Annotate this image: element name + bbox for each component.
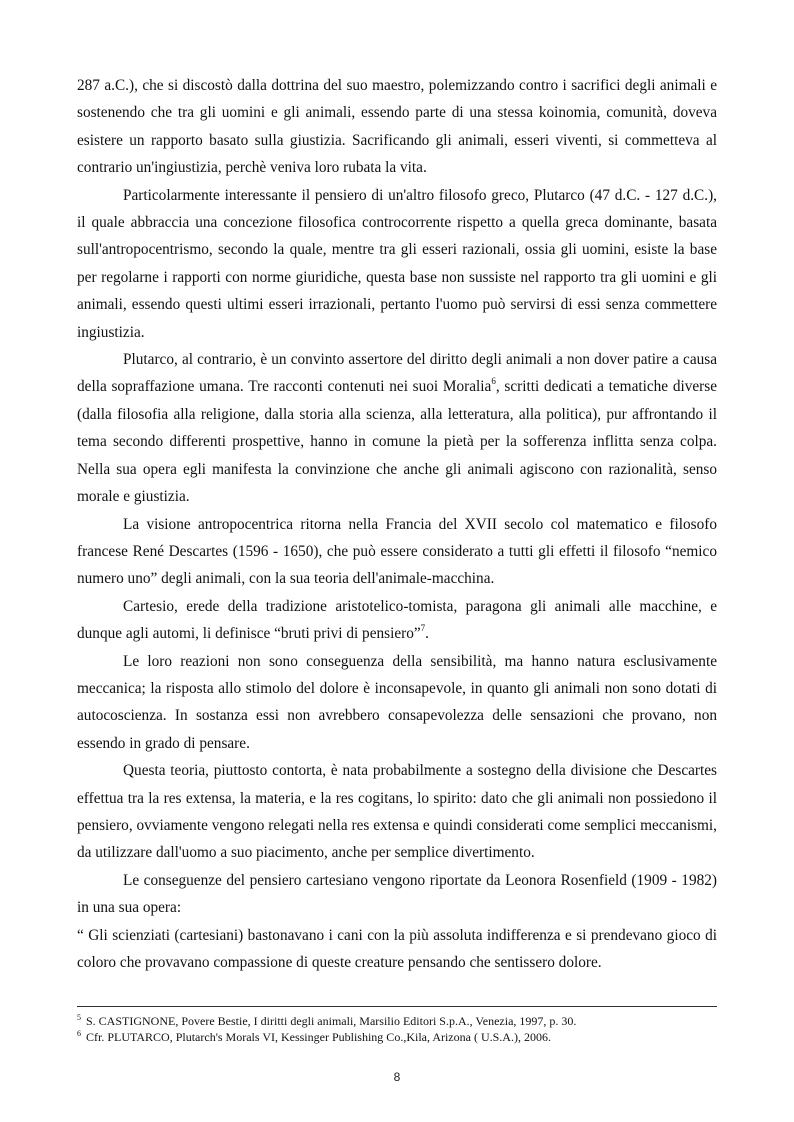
paragraph bbox=[77, 593, 717, 648]
footnote-reference: 6 bbox=[491, 376, 496, 387]
paragraph-text: Le conseguenze del pensiero cartesiano vengono riportate da Leonora Rosenfield (1909 - 1982) in una sua opera: bbox=[77, 871, 717, 917]
paragraph-text: , scritti dedicati a tematiche diverse (dalla filosofia alla religione, dalla storia alla scienza, alla letteratura, alla politica), pur affrontando il tema secondo differenti prospettive, hanno in comune la pietà per la sofferenza inflitta senza colpa. Nella sua opera egli manifesta la convinzione che anche gli animali agiscono con razionalità, senso morale e giustizia. bbox=[77, 378, 717, 506]
footnotes bbox=[77, 1013, 717, 1045]
paragraph bbox=[77, 346, 717, 510]
paragraph-text: “ Gli scienziati (cartesiani) bastonavano i cani con la più assoluta indifferenza e si prendevano gioco di coloro che provavano compassione di queste creature pensando che sentissero dolore. bbox=[77, 926, 717, 971]
paragraph bbox=[77, 648, 717, 758]
footnote bbox=[77, 1029, 717, 1045]
paragraph-text: Cartesio, erede della tradizione aristotelico-tomista, paragona gli animali alle macchine, e dunque agli automi, li definisce “bruti privi di pensiero” bbox=[77, 597, 717, 643]
paragraph bbox=[77, 72, 717, 182]
paragraph-text: La visione antropocentrica ritorna nella Francia del XVII secolo col matematico e filosofo francese René Descartes (1596 - 1650), che può essere considerato a tutti gli effetti il filosofo “nemico numero uno” degli animali, con la sua teoria dell'animale-macchina. bbox=[77, 515, 717, 588]
paragraph-text: Particolarmente interessante il pensiero di un'altro filosofo greco, Plutarco (47 d.C. - 127 d.C.), il quale abbraccia una concezione filosofica controcorrente rispetto a quella greca dominante, basata sull'antropocentrismo, secondo la quale, mentre tra gli esseri razionali, ossia gli uomini, esiste la base per regolarne i rapporti con norme giuridiche, questa base non sussiste nel rapporto tra gli uomini e gli animali, essendo questi ultimi esseri irrazionali, pertanto l'uomo può servirsi di essi senza commettere ingiustizia. bbox=[77, 186, 717, 341]
footnote-separator bbox=[77, 1006, 717, 1007]
paragraph bbox=[77, 757, 717, 867]
paragraph-text: Questa teoria, piuttosto contorta, è nata probabilmente a sostegno della divisione che Descartes effettua tra la res extensa, la materia, e la res cogitans, lo spirito: dato che gli animali non possiedono il pensiero, ovviamente vengono relegati nella res extensa e quindi considerati come semplici meccanismi, da utilizzare dall'uomo a suo piacimento, anche per semplice divertimento. bbox=[77, 762, 717, 862]
footnote-reference: 7 bbox=[420, 623, 426, 634]
footnote-text: S. CASTIGNONE, Povere Bestie, I diritti degli animali, Marsilio Editori S.p.A., Venezia, 1997, p. 30. bbox=[86, 1014, 577, 1028]
body-text bbox=[77, 72, 717, 976]
paragraph-text: Le loro reazioni non sono conseguenza della sensibilità, ma hanno natura esclusivamente meccanica; la risposta allo stimolo del dolore è inconsapevole, in quanto gli animali non sono dotati di autocoscienza. In sostanza essi non avrebbero consapevolezza delle sensazioni che provano, non essendo in grado di pensare. bbox=[77, 652, 717, 752]
paragraph-text: . bbox=[425, 625, 429, 643]
paragraph bbox=[77, 922, 717, 977]
footnote-text: Cfr. PLUTARCO, Plutarch's Morals VI, Kessinger Publishing Co.,Kila, Arizona ( U.S.A.), 2006. bbox=[86, 1030, 551, 1044]
paragraph bbox=[77, 867, 717, 922]
paragraph-text: 287 a.C.), che si discostò dalla dottrina del suo maestro, polemizzando contro i sacrifici degli animali e sostenendo che tra gli uomini e gli animali, essendo parte di una stessa koinomia, comunità, doveva esistere un rapporto basato sulla giustizia. Sacrificando gli animali, esseri viventi, si commetteva al contrario un'ingiustizia, perchè veniva loro rubata la vita. bbox=[77, 77, 717, 177]
paragraph bbox=[77, 182, 717, 346]
footnote bbox=[77, 1013, 717, 1029]
paragraph bbox=[77, 511, 717, 593]
paragraph-text: Plutarco, al contrario, è un convinto assertore del diritto degli animali a non dover patire a causa della sopraffazione umana. Tre racconti contenuti nei suoi Moralia bbox=[77, 351, 717, 396]
page-number: 8 bbox=[393, 1070, 401, 1084]
footnote-number: 6 bbox=[77, 1029, 81, 1038]
footnote-number: 5 bbox=[77, 1013, 81, 1022]
